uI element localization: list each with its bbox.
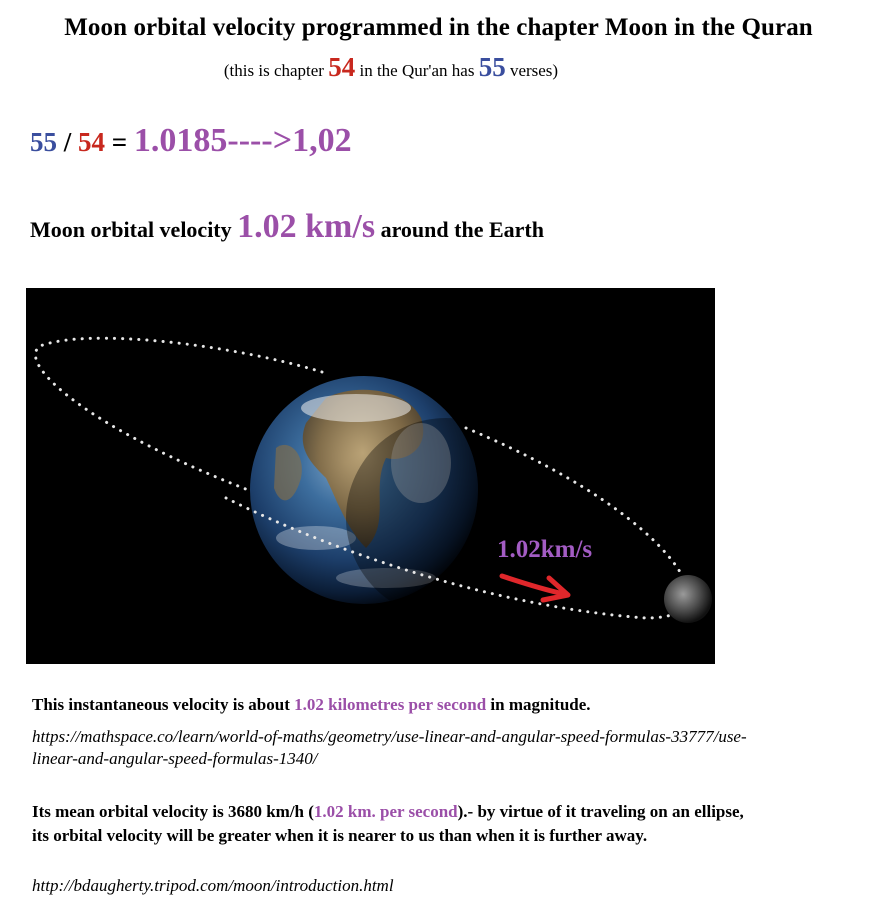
ratio-result: 1.0185---->1,02 (133, 122, 352, 159)
p2-pre: Its mean orbital velocity is 3680 km/h ( (32, 802, 314, 821)
orbit-velocity-label: 1.02km/s (497, 536, 593, 563)
verses-number: 55 (478, 52, 506, 82)
ratio-equals: = (105, 127, 134, 157)
ratio-numerator: 55 (30, 127, 57, 157)
orbit-illustration (26, 288, 715, 664)
velocity-post: around the Earth (375, 217, 544, 242)
p1-pre: This instantaneous velocity is about (32, 695, 295, 714)
ratio-slash: / (57, 127, 79, 157)
source-link-mathspace[interactable]: https://mathspace.co/learn/world-of-maths/geometry/use-linear-and-angular-speed-formulas-33777/use-linear-and-angular-speed-formulas-1340/ (32, 727, 747, 768)
p1-highlight: 1.02 kilometres per second (294, 695, 487, 714)
earth-moon-orbit-image (26, 288, 715, 664)
subtitle-post: verses) (505, 61, 559, 80)
subtitle (0, 52, 782, 83)
subtitle-mid: in the Qur'an has (355, 61, 479, 80)
page-title: Moon orbital velocity programmed in the chapter Moon in the Quran (64, 14, 813, 41)
ratio-equation (30, 122, 352, 160)
p2-post: ).- by virtue of it traveling on an ellipse, its orbital velocity will be greater when it is nearer to us than when it is further away. (32, 802, 744, 845)
velocity-pre: Moon orbital velocity (30, 217, 238, 242)
paragraph-instantaneous-velocity (32, 695, 591, 715)
p1-post: in magnitude. (486, 695, 591, 714)
velocity-value: 1.02 km/s (237, 208, 376, 245)
chapter-number: 54 (328, 52, 356, 82)
moon (664, 575, 712, 623)
paragraph-mean-orbital-velocity (32, 800, 752, 848)
p2-highlight: 1.02 km. per second (313, 802, 458, 821)
ratio-denominator: 54 (78, 127, 106, 157)
source-link-tripod[interactable]: http://bdaugherty.tripod.com/moon/introduction.html (32, 876, 394, 895)
subtitle-pre: (this is chapter (223, 61, 329, 80)
velocity-heading (30, 208, 544, 246)
